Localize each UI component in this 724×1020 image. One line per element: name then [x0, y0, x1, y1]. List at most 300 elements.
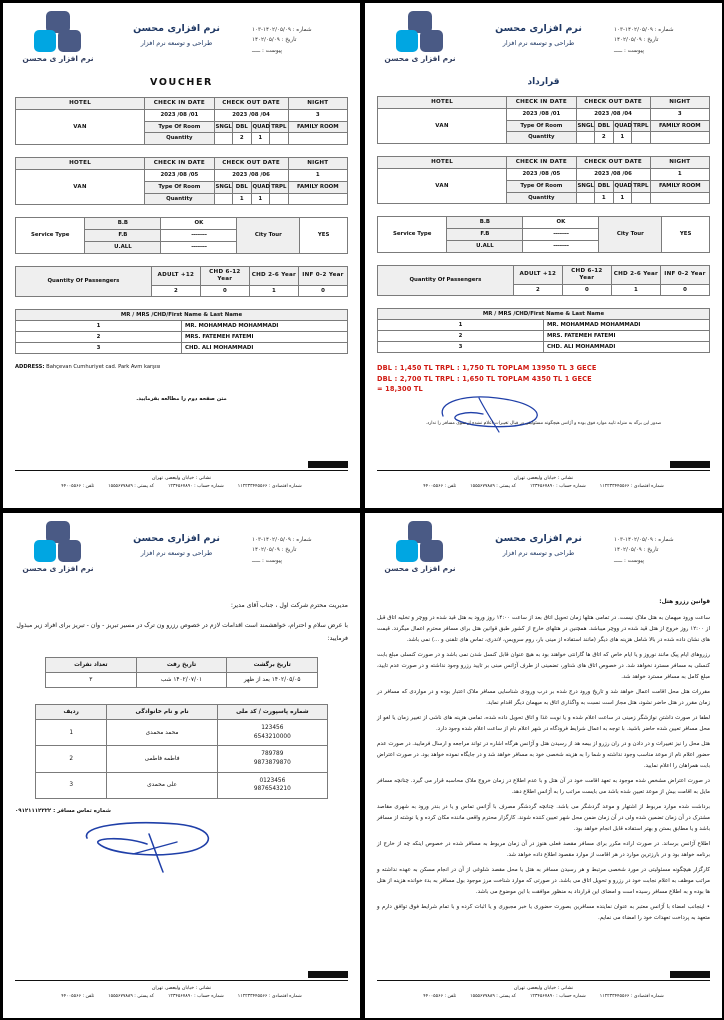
service-row-fb-name: F.B [447, 229, 523, 241]
footer-divider [15, 470, 348, 471]
cell-row-index: 3 [378, 342, 544, 353]
terms-paragraph: ساعت ورود میهمان به هتل ملاک نیست. در تمامی هتلها زمان تحویل اتاق بعد از ساعت ۱۴:۰۰ روز ورود به هتل قید شده در ووچر و تخلیه اتاق قبل از ۱۲:۰۰ روز خروج از هتل قید شده در ووچر میباشد. همچنین در هتلهای خارج از کشور طبق قوانین هتل برای مسافر محترم اعمال میگردد. قیمت های نشان داده شده در بالا شامل هزینه های دیگر (مانند استفاده از مینی بار، روم سرویس، لاندری، تماس های تلفنی و ...) نمی باشد. [377, 614, 710, 643]
th-adult: ADULT +12 [513, 265, 562, 284]
hotel-table-2 [15, 157, 348, 205]
cell-nights: 3 [650, 108, 709, 120]
table-row [16, 170, 348, 182]
national-id: 9876543210 [253, 786, 291, 793]
cell-row-index: 2 [16, 332, 182, 343]
service-row-fb-value: -------- [523, 229, 599, 241]
letterhead [15, 521, 348, 583]
passenger-count-table [377, 265, 710, 297]
page-contract [365, 3, 722, 508]
footer-tab-mark [670, 461, 710, 468]
table-row [35, 720, 327, 746]
city-tour-label: City Tour [237, 218, 300, 253]
footer-phone: تلفن : ۴۴۰۰۵۵۶۶ [61, 994, 95, 1000]
footer-divider [377, 980, 710, 981]
th-night: NIGHT [650, 97, 709, 109]
th-return-date: تاریخ برگشت [227, 658, 318, 673]
service-row-bb-name: B.B [85, 218, 161, 230]
service-row-uall-name: U.ALL [85, 241, 161, 253]
letter-body [15, 599, 348, 645]
cell-qty-trpl [270, 193, 289, 205]
table-row [35, 746, 327, 772]
table-row [16, 343, 348, 354]
footer-economic: شماره اقتصادی : ۱۱۲۲۳۳۴۴۵۵۶۶ [237, 484, 302, 490]
service-type-label: Service Type [16, 218, 85, 253]
service-row-uall-value: -------- [523, 240, 599, 252]
service-row-bb-value: OK [161, 218, 237, 230]
passenger-count-table [15, 266, 348, 298]
meta-number: شماره : ۱۴۰۲/۰۵/۰۹-۱۰۳ [252, 27, 312, 33]
terms-title: قوانین رزرو هتل: [659, 599, 710, 605]
table-row [378, 108, 710, 120]
cell-checkout: 2023 /08 /06 [214, 170, 288, 182]
cell-rownum: 2 [35, 746, 106, 772]
cell-adult-count: 2 [513, 284, 562, 296]
cell-qty-label: Quantity [145, 193, 214, 205]
logo-wordmark: نرم افزار ی محسن [22, 54, 94, 63]
cell-hotel-name: VAN [378, 169, 507, 204]
meta-attachment: پیوست : ـــــ [252, 557, 282, 564]
footer-address: نشانی : خیابان ولیعصر، تهران [513, 476, 574, 482]
terms-paragraph: اطلاع آژانس برساند. در صورت اراده مکرر برای مسافر مقصد فعلی هنوز در آن زمان مربوط به مسافر شده در خصوص اینکه چه از خارج از برنامه خواهد بود و در بارزترین موارد در هر اقامت از موارد مقصود اطلاع داده خواهد شد. [377, 840, 710, 858]
cell-passenger-name: CHD. ALI MOHAMMADI [544, 342, 710, 353]
service-row-bb-value: OK [523, 217, 599, 229]
cell-room-quad: QUAD [613, 180, 632, 192]
page-footer [15, 980, 348, 1002]
cell-room-family: FAMILY ROOM [288, 121, 347, 133]
cell-qty-quad: 1 [251, 193, 270, 205]
cell-qty-trpl [632, 192, 651, 204]
cell-qty-dbl: 2 [595, 132, 614, 144]
terms-paragraph: مقررات هتل محل اقامت اعمال خواهد شد و تاریخ ورود درج شده بر درب ورودی شناسایی مسافر ملاک اعتبار بوده و در مواردی که مسافر در زمان مقرر در هتل حاضر نشود، هتل مجاز است نسبت به واگذاری اتاق به میهمان دیگر اقدام نماید. [377, 688, 710, 706]
th-hotel: HOTEL [378, 97, 507, 109]
service-row-uall-name: U.ALL [447, 240, 523, 252]
footer-economic: شماره اقتصادی : ۱۱۲۲۳۳۴۴۵۵۶۶ [599, 994, 664, 1000]
cell-chd26-count: 1 [611, 284, 660, 296]
cell-passenger-name: MRS. FATEMEH FATEMI [182, 332, 348, 343]
cell-inf-count: 0 [298, 285, 347, 297]
table-row [378, 217, 710, 229]
th-names: MR / MRS /CHD/First Name & Last Name [378, 309, 710, 320]
meta-attachment: پیوست : ـــــ [252, 47, 282, 54]
hotel-table-2 [377, 156, 710, 204]
th-night: NIGHT [288, 158, 347, 170]
service-type-table [15, 217, 348, 253]
cell-chd612-count: 0 [200, 285, 249, 297]
cell-room-dbl: DBL [595, 120, 614, 132]
meta-date: تاریخ : ۱۴۰۲/۰۵/۰۹ [252, 37, 297, 44]
cell-room-quad: QUAD [251, 121, 270, 133]
company-tagline: طراحی و توسعه نرم افزار [502, 549, 575, 557]
city-tour-value: YES [662, 217, 710, 252]
hotel-table-1 [377, 96, 710, 144]
table-row [378, 169, 710, 181]
passenger-names-table [15, 309, 348, 354]
cell-chd612-count: 0 [562, 284, 611, 296]
th-night: NIGHT [288, 98, 347, 110]
service-row-fb-name: F.B [85, 230, 161, 242]
footer-divider [15, 980, 348, 981]
company-name: نرم افزاری محسن [495, 533, 582, 544]
table-row [16, 218, 348, 230]
cell-checkin: 2023 /08 /01 [145, 109, 214, 121]
cell-rownum: 1 [35, 720, 106, 746]
page-voucher [3, 3, 360, 508]
footer-account: شماره حساب : ۱۲۳۴۵۶۷۸۹۰ [529, 484, 586, 490]
company-tagline: طراحی و توسعه نرم افزار [140, 39, 213, 47]
page-footer [377, 470, 710, 492]
th-person-count: تعداد نفرات [45, 658, 136, 673]
cell-checkin: 2023 /08 /05 [145, 170, 214, 182]
logo-icon [30, 11, 86, 53]
meta-number: شماره : ۱۴۰۲/۰۵/۰۹-۱۰۳ [614, 537, 674, 543]
cell-room-trpl: TRPL [270, 181, 289, 193]
document-meta [614, 521, 710, 566]
cell-return-date: ۱۴۰۲/۰۵/۰۵ بعد از ظهر [227, 673, 318, 688]
th-chd612: CHD 6-12 Year [200, 266, 249, 285]
table-row [378, 331, 710, 342]
page-title: قرارداد [527, 77, 560, 87]
cell-qty-dbl: 1 [233, 193, 252, 205]
cell-room-family: FAMILY ROOM [288, 181, 347, 193]
cell-adult-count: 2 [151, 285, 200, 297]
cell-passenger-name: MR. MOHAMMAD MOHAMMADI [182, 321, 348, 332]
cell-nights: 1 [650, 169, 709, 181]
table-row [16, 332, 348, 343]
cell-room-label: Type Of Room [145, 181, 214, 193]
cell-qty-quad: 1 [613, 192, 632, 204]
cell-room-sngl: SNGL [576, 120, 595, 132]
footer-account: شماره حساب : ۱۲۳۴۵۶۷۸۹۰ [167, 484, 224, 490]
passport-number: 0123456 [259, 777, 286, 784]
cell-qty-quad: 1 [613, 132, 632, 144]
cell-qty-label: Quantity [507, 132, 576, 144]
footer-account: شماره حساب : ۱۲۳۴۵۶۷۸۹۰ [167, 994, 224, 1000]
cell-qty-family [650, 192, 709, 204]
company-heading [463, 521, 614, 557]
th-chd26: CHD 2-6 Year [249, 266, 298, 285]
service-row-fb-value: -------- [161, 230, 237, 242]
table-header-row [35, 705, 327, 720]
table-row [378, 265, 710, 284]
letterhead [15, 11, 348, 73]
table-header-row [378, 157, 710, 169]
cell-fullname: محمد محمدی [107, 720, 217, 746]
cell-row-index: 3 [16, 343, 182, 354]
terms-paragraph: در صورت اعتراض مشخص شده موجود به تعهد اقامت خود در آن هتل و با عدم اطلاع در زمان خروج ملاک محاسبه قرار می گیرد. چنانچه مسافر مایل به اقامت بیش از موعد تعیین شده باشد می بایست مراتب را به آژانس اطلاع دهد. [377, 777, 710, 795]
footer-economic: شماره اقتصادی : ۱۱۲۲۳۳۴۴۵۵۶۶ [599, 484, 664, 490]
th-checkin: CHECK IN DATE [507, 97, 576, 109]
footer-divider [377, 470, 710, 471]
signature-icon [77, 820, 257, 890]
cell-room-family: FAMILY ROOM [650, 120, 709, 132]
cell-qty-sngl [576, 192, 595, 204]
meta-number: شماره : ۱۴۰۲/۰۵/۰۹-۱۰۳ [614, 27, 674, 33]
company-logo [377, 11, 463, 63]
th-night: NIGHT [650, 157, 709, 169]
cell-checkout: 2023 /08 /04 [576, 108, 650, 120]
footer-phone: تلفن : ۴۴۰۰۵۵۶۶ [61, 484, 95, 490]
service-type-label: Service Type [378, 217, 447, 252]
cell-passport-ids [217, 746, 327, 772]
letterhead [377, 521, 710, 583]
meta-date: تاریخ : ۱۴۰۲/۰۵/۰۹ [614, 547, 659, 554]
meta-attachment: پیوست : ـــــ [614, 47, 644, 54]
cell-nights: 1 [288, 170, 347, 182]
company-heading [463, 11, 614, 47]
service-row-bb-name: B.B [447, 217, 523, 229]
page-footer [377, 980, 710, 1002]
voucher-note: متن صفحه دوم را مطالعه بفرمایید. [136, 396, 227, 403]
table-row [378, 342, 710, 353]
signature-icon [435, 392, 555, 434]
cell-hotel-name: VAN [16, 170, 145, 205]
letter-salutation: مدیریت محترم شرکت اول ، جناب آقای مدیر: [230, 602, 348, 609]
meta-number: شماره : ۱۴۰۲/۰۵/۰۹-۱۰۳ [252, 537, 312, 543]
table-row [16, 321, 348, 332]
th-inf: INF 0-2 Year [660, 265, 709, 284]
document-meta [252, 11, 348, 56]
cell-hotel-name: VAN [378, 108, 507, 143]
voucher-address [15, 364, 348, 370]
company-name: نرم افزاری محسن [495, 23, 582, 34]
cell-checkout: 2023 /08 /04 [214, 109, 288, 121]
cell-depart-date: ۱۴۰۲/۰۷/۰۱ شب [136, 673, 227, 688]
cell-qty-family [288, 193, 347, 205]
terms-paragraph: هتل محل را نیز تغییرات و در دادن و در ران رزرو از بیمه هد از رسیدن هتل و آژانس هرگاه اشاره در تواند مراجعه و ارسال فرمایید. در صورت عدم حضور اعلام نام از موعد مناسب وجود نداشته و شما را به هزینه شخصی خود به مسافر خواهد شد و در جایگاه نموده خواهد بود. در صورت اعتراض بابت همراهان را اعلام نمایید. [377, 740, 710, 769]
footer-tab-mark [670, 971, 710, 978]
th-checkin: CHECK IN DATE [145, 158, 214, 170]
address-label: ADDRESS: [15, 364, 45, 371]
letter-text: با عرض سلام و احترام، خواهشمند است اقدامات لازم در خصوص رزرو ون ترک در مسیر تبریز - وان - تبریز برای افراد زیر مبذول فرمایید: [16, 622, 348, 643]
page-terms [365, 513, 722, 1018]
cell-rownum: 3 [35, 772, 106, 798]
cell-checkout: 2023 /08 /06 [576, 169, 650, 181]
footer-account: شماره حساب : ۱۲۳۴۵۶۷۸۹۰ [529, 994, 586, 1000]
cell-qty-sngl [214, 133, 233, 145]
company-logo [15, 11, 101, 63]
cell-qty-label: Quantity [507, 192, 576, 204]
company-name: نرم افزاری محسن [133, 533, 220, 544]
letterhead [377, 11, 710, 73]
price-line-1: DBL : 1,450 TL TRPL : 1,750 TL TOPLAM 13950 TL 3 GECE [377, 364, 597, 373]
company-tagline: طراحی و توسعه نرم افزار [140, 549, 213, 557]
meta-date: تاریخ : ۱۴۰۲/۰۵/۰۹ [252, 547, 297, 554]
cell-passport-ids [217, 772, 327, 798]
passenger-count-label: Quantity Of Passengers [16, 266, 152, 297]
national-id: 9873879870 [253, 760, 291, 767]
th-checkout: CHECK OUT DATE [214, 98, 288, 110]
footer-tab-mark [308, 971, 348, 978]
cell-row-index: 2 [378, 331, 544, 342]
th-checkout: CHECK OUT DATE [576, 157, 650, 169]
address-value: Bahçevan Cumhuriyet cad. Park Avm karşısı [46, 364, 161, 371]
cell-qty-dbl: 1 [595, 192, 614, 204]
cell-inf-count: 0 [660, 284, 709, 296]
letter-passenger-table [35, 704, 328, 799]
th-chd612: CHD 6-12 Year [562, 265, 611, 284]
cell-room-quad: QUAD [613, 120, 632, 132]
meta-attachment: پیوست : ـــــ [614, 557, 644, 564]
contact-phone: شماره تماس مسافر : ۰۹۱۲۱۱۱۲۲۲۲ [15, 808, 111, 815]
th-inf: INF 0-2 Year [298, 266, 347, 285]
cell-row-index: 1 [378, 320, 544, 331]
cell-chd26-count: 1 [249, 285, 298, 297]
cell-qty-label: Quantity [145, 133, 214, 145]
cell-room-label: Type Of Room [145, 121, 214, 133]
footer-postal: کد پستی : ۱۵۵۵۶۷۷۸۸۹ [470, 994, 516, 1000]
cell-room-trpl: TRPL [632, 180, 651, 192]
cell-hotel-name: VAN [16, 109, 145, 144]
th-checkout: CHECK OUT DATE [576, 97, 650, 109]
trip-dates-table [45, 657, 318, 688]
cell-qty-sngl [214, 193, 233, 205]
signature-area [15, 814, 348, 894]
th-hotel: HOTEL [16, 158, 145, 170]
company-heading [101, 521, 252, 557]
th-depart-date: تاریخ رفت [136, 658, 227, 673]
service-row-uall-value: -------- [161, 241, 237, 253]
cell-nights: 3 [288, 109, 347, 121]
th-fullname: نام و نام خانوادگی [107, 705, 217, 720]
table-row [16, 266, 348, 285]
th-hotel: HOTEL [378, 157, 507, 169]
terms-paragraph: • اینجانب امضاء با آژانس معتبر به عنوان نماینده مسافرین بصورت حضوری یا خبر مجبوری و یا اثبات کرده و با تمام شرایط فوق توافق دارم و متعهد به پرداخت تعهدات خود را امضاء می نمایم. [377, 903, 710, 921]
service-type-table [377, 216, 710, 252]
cell-checkin: 2023 /08 /05 [507, 169, 576, 181]
logo-icon [392, 521, 448, 563]
city-tour-label: City Tour [599, 217, 662, 252]
cell-qty-family [650, 132, 709, 144]
table-header-row [378, 309, 710, 320]
passport-number: 789789 [261, 751, 284, 758]
meta-date: تاریخ : ۱۴۰۲/۰۵/۰۹ [614, 37, 659, 44]
passport-number: 123456 [261, 725, 284, 732]
cell-qty-trpl [632, 132, 651, 144]
cell-room-sngl: SNGL [214, 181, 233, 193]
table-header-row [16, 158, 348, 170]
company-heading [101, 11, 252, 47]
cell-checkin: 2023 /08 /01 [507, 108, 576, 120]
cell-room-family: FAMILY ROOM [650, 180, 709, 192]
cell-room-sngl: SNGL [214, 121, 233, 133]
national-id: 6543210000 [253, 733, 291, 740]
cell-room-dbl: DBL [233, 181, 252, 193]
cell-room-label: Type Of Room [507, 120, 576, 132]
th-rownum: ردیف [35, 705, 106, 720]
footer-postal: کد پستی : ۱۵۵۵۶۷۷۸۸۹ [108, 484, 154, 490]
th-chd26: CHD 2-6 Year [611, 265, 660, 284]
footer-tab-mark [308, 461, 348, 468]
cell-qty-sngl [576, 132, 595, 144]
cell-room-trpl: TRPL [270, 121, 289, 133]
company-logo [377, 521, 463, 573]
table-row [35, 772, 327, 798]
footer-address: نشانی : خیابان ولیعصر، تهران [151, 476, 212, 482]
pricing-block [377, 363, 710, 394]
cell-passenger-name: CHD. ALI MOHAMMADI [182, 343, 348, 354]
table-row [16, 109, 348, 121]
th-passport: شماره پاسپورت / کد ملی [217, 705, 327, 720]
footer-postal: کد پستی : ۱۵۵۵۶۷۷۸۸۹ [470, 484, 516, 490]
terms-paragraph: رزروهای ایام پیک مانند نوروز و یا ایام خاص که اتاق ها گارانتی خواهند بود به هیچ عنوان قابل کنسل شدن نمی باشد و در صورت کنسلی مبلغ بابت کنسلی به مسافر مسترد نخواهد شد. در خصوص اتاق های شناور، تضمینی از طرف آژانس مبنی بر تایید رزرو وجود نداشته و در صورت عدم تایید، مبلغ کامل به مسافر مسترد خواهد شد. [377, 651, 710, 680]
company-logo [15, 521, 101, 573]
cell-fullname: فاطمه فاطمی [107, 746, 217, 772]
cell-person-count: ۳ [45, 673, 136, 688]
footer-phone: تلفن : ۴۴۰۰۵۵۶۶ [423, 994, 457, 1000]
th-checkin: CHECK IN DATE [507, 157, 576, 169]
cell-qty-dbl: 2 [233, 133, 252, 145]
th-hotel: HOTEL [16, 98, 145, 110]
hotel-table-1 [15, 97, 348, 145]
cell-qty-trpl [270, 133, 289, 145]
contract-disclaimer: صدور این برگه به منزله تایید موارد فوق بوده و آژانس هیچگونه مسئولیتی در قبال تغییرات اعلام نشده از سوی مسافر را ندارد. [425, 421, 662, 427]
cell-room-sngl: SNGL [576, 180, 595, 192]
company-name: نرم افزاری محسن [133, 23, 220, 34]
cell-passport-ids [217, 720, 327, 746]
cell-room-trpl: TRPL [632, 120, 651, 132]
th-adult: ADULT +12 [151, 266, 200, 285]
cell-room-dbl: DBL [233, 121, 252, 133]
terms-paragraph: کارگزار هیچگونه مسئولیتی در مورد شخصی مرتبط و هر رسیدن مسافر به هتل یا محل مقصد شلوغی از آن در انجام مسکن به عهده نداشته و مراتب موظف به اعلام نجابت خود در رزرو و تحویل اتاق می باشد. در صورتی که موارد شناخت مرز موجود بول مسافر به بدء خوانده هزینه از هتل ها بوده و به اطلاع مسافر رسیده است و امضای این قرارداد به منظور موافقت با این موضوع می باشد. [377, 866, 710, 895]
table-header-row [16, 98, 348, 110]
document-meta [614, 11, 710, 56]
cell-qty-family [288, 133, 347, 145]
company-tagline: طراحی و توسعه نرم افزار [502, 39, 575, 47]
logo-wordmark: نرم افزار ی محسن [384, 54, 456, 63]
cell-row-index: 1 [16, 321, 182, 332]
footer-phone: تلفن : ۴۴۰۰۵۵۶۶ [423, 484, 457, 490]
th-checkout: CHECK OUT DATE [214, 158, 288, 170]
page-title: VOUCHER [150, 77, 213, 88]
logo-wordmark: نرم افزار ی محسن [22, 564, 94, 573]
terms-paragraph: برداشت شده موارد مربوط از اشتهار و موعد گردشگر می باشد. چنانچه گردشگر مصرف با آژانس تماس و یا در بندر ورود به شهری مقاصد مشترک در آن زمان تضمین شده ولی در آن زمان ضمن محل شهر تعیین کننده شوند. کارگزار محترم واقعی ماننده مکان کرده و یا نوشته از مسافر باشد و یا مطابق بستن و بهتر استفاده قابل انجام خواهد بود. [377, 803, 710, 832]
signature-area [377, 394, 710, 438]
footer-postal: کد پستی : ۱۵۵۵۶۷۷۸۸۹ [108, 994, 154, 1000]
passenger-count-label: Quantity Of Passengers [378, 265, 514, 296]
cell-room-quad: QUAD [251, 181, 270, 193]
cell-passenger-name: MR. MOHAMMAD MOHAMMADI [544, 320, 710, 331]
footer-economic: شماره اقتصادی : ۱۱۲۲۳۳۴۴۵۵۶۶ [237, 994, 302, 1000]
table-row [45, 673, 317, 688]
passenger-names-table [377, 308, 710, 353]
logo-wordmark: نرم افزار ی محسن [384, 564, 456, 573]
page-footer [15, 470, 348, 492]
table-header-row [378, 97, 710, 109]
terms-paragraph: لطفا در صورت داشتن نوازشگر زمینی در ساعت اعلام شده و یا نوبت غذا و اتاق تحویل داده شده، تمامی هزینه های ناشی از تغییر زمان یا لغو از محل مسافر تعیین شده حاضر باشید. با توجه به اعمال شرایط فرودگاه در شهر اعلام نام از ساعت اعلام شده وجود دارد. [377, 714, 710, 732]
cell-room-label: Type Of Room [507, 180, 576, 192]
table-header-row [45, 658, 317, 673]
cell-fullname: علی محمدی [107, 772, 217, 798]
page-request-letter [3, 513, 360, 1018]
th-checkin: CHECK IN DATE [145, 98, 214, 110]
table-header-row [16, 310, 348, 321]
city-tour-value: YES [300, 218, 348, 253]
logo-icon [392, 11, 448, 53]
cell-qty-quad: 1 [251, 133, 270, 145]
price-total: = 18,300 TL [377, 384, 423, 393]
th-names: MR / MRS /CHD/First Name & Last Name [16, 310, 348, 321]
footer-address: نشانی : خیابان ولیعصر، تهران [513, 986, 574, 992]
price-line-2: DBL : 2,700 TL TRPL : 1,650 TL TOPLAM 4350 TL 1 GECE [377, 374, 592, 383]
terms-body [377, 597, 710, 924]
footer-address: نشانی : خیابان ولیعصر، تهران [151, 986, 212, 992]
logo-icon [30, 521, 86, 563]
cell-room-dbl: DBL [595, 180, 614, 192]
